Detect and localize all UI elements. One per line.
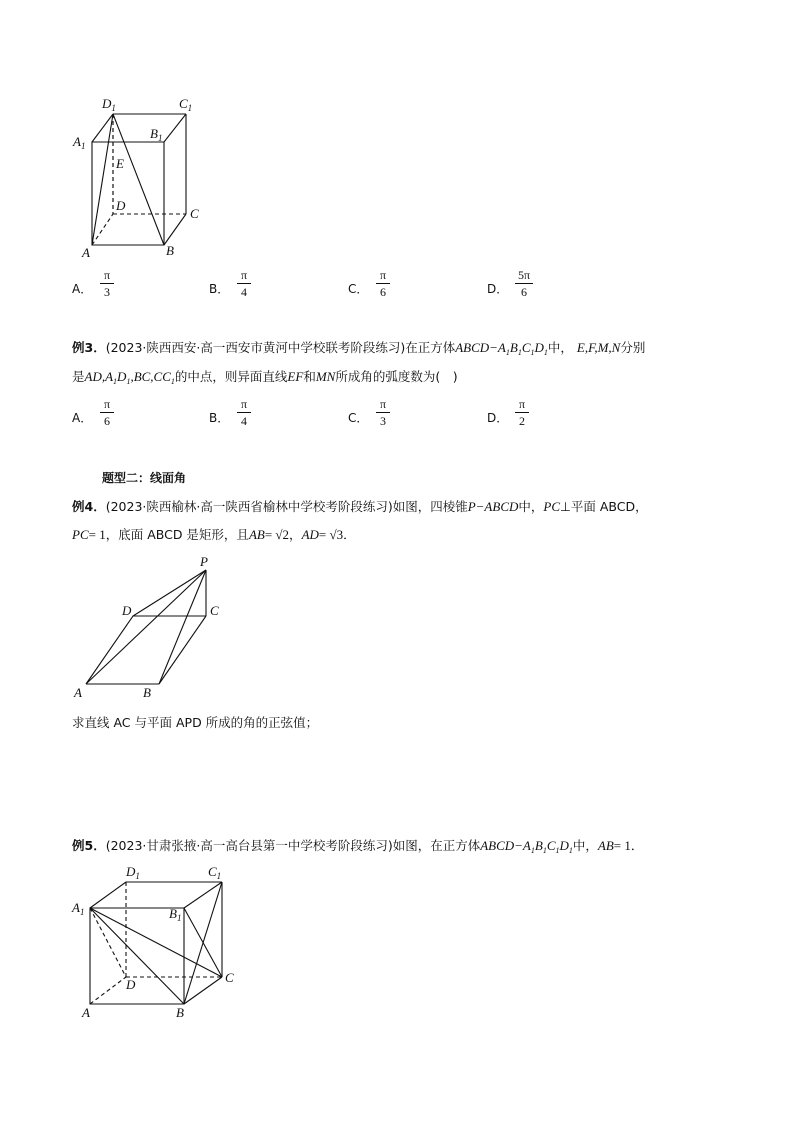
svg-text:P: P [200,554,208,569]
svg-text:B: B [143,685,151,700]
fraction: π 2 [515,397,529,428]
svg-text:C: C [190,206,199,221]
svg-text:D1: $D_1$ [126,864,140,881]
fraction: 5π 6 [515,268,533,299]
example-3-line-2: 是$AD,A_1D_1,BC,CC_1$的中点，则异面直线EF和MN所成角的弧度数为( ) [72,369,458,386]
svg-text:A: A [82,1005,90,1020]
svg-text:B1: $B_1$ [169,906,182,923]
svg-text:D: D [126,977,136,992]
fraction: π 4 [237,397,251,428]
fraction: π 4 [237,268,251,299]
pyramid-figure [68,552,238,702]
cube-figure-2 [68,862,248,1022]
example-3-line-1: 例3．(2023·陕西西安·高一西安市黄河中学校联考阶段练习)在正方体$ABCD-A_1B_1C_1D_1$中， E,F,M,N分别 [72,340,646,357]
fraction: π 3 [100,268,114,299]
svg-text:A1: $A_1$ [73,134,86,151]
svg-text:D: D [116,198,126,213]
svg-text:B: B [166,243,174,258]
fraction: π 6 [100,397,114,428]
fraction: π 6 [376,268,390,299]
svg-text:C1: $C_1$ [179,96,193,113]
svg-text:D1: $D_1$ [102,96,116,113]
svg-text:B: B [176,1005,184,1020]
example-5-line-1: 例5．(2023·甘肃张掖·高一高台县第一中学校考阶段练习)如图，在正方体$ABCD-A_1B_1C_1D_1$中，AB= 1． [72,838,644,855]
svg-text:A1: $A_1$ [72,900,85,917]
svg-text:B1: $B_1$ [150,126,163,143]
example-4-line-2: PC= 1，底面 ABCD 是矩形，且AB= √2，AD= √3． [72,527,356,542]
svg-text:C: C [225,970,234,985]
svg-text:A: A [74,685,82,700]
cube-figure-1 [68,90,218,265]
fraction: π 3 [376,397,390,428]
svg-text:C: C [210,603,219,618]
svg-text:E: E [116,156,124,171]
example-4-line-1: 例4．(2023·陕西榆林·高一陕西省榆林中学校考阶段练习)如图，四棱锥P−ABCD中，PC⊥平面 ABCD， [72,499,648,514]
svg-text:A: A [82,245,90,260]
section-title: 题型二：线面角 [102,471,187,485]
svg-text:D: D [122,603,132,618]
example-4-question: 求直线 AC 与平面 APD 所成的角的正弦值； [72,715,319,730]
svg-text:C1: $C_1$ [208,864,222,881]
